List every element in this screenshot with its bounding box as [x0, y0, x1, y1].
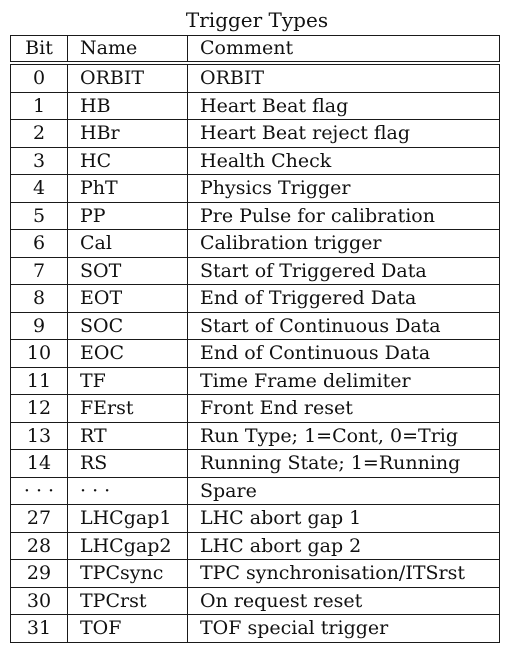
name-cell: HBr	[68, 120, 188, 148]
bit-cell: 29	[11, 560, 68, 588]
trigger-types-header	[10, 35, 500, 62]
name-cell: PhT	[68, 175, 188, 203]
name-cell: TOF	[68, 615, 188, 643]
comment-cell: End of Continuous Data	[188, 340, 500, 368]
name-cell: EOC	[68, 340, 188, 368]
table-row	[11, 395, 500, 423]
table-row	[11, 230, 500, 258]
comment-cell: Spare	[188, 477, 500, 505]
header-row	[11, 36, 500, 62]
comment-cell: Heart Beat reject flag	[188, 120, 500, 148]
bit-cell: 1	[11, 92, 68, 120]
table-row	[11, 477, 500, 505]
table-row	[11, 175, 500, 203]
table-row	[11, 560, 500, 588]
name-cell: EOT	[68, 285, 188, 313]
bit-cell: · · ·	[11, 477, 68, 505]
table-row	[11, 257, 500, 285]
comment-cell: ORBIT	[188, 65, 500, 93]
comment-cell: TPC synchronisation/ITSrst	[188, 560, 500, 588]
name-cell: FErst	[68, 395, 188, 423]
table-row	[11, 202, 500, 230]
name-cell: ORBIT	[68, 65, 188, 93]
name-cell: · · ·	[68, 477, 188, 505]
name-cell: HC	[68, 147, 188, 175]
table-row	[11, 615, 500, 643]
name-cell: LHCgap1	[68, 505, 188, 533]
comment-cell: Run Type; 1=Cont, 0=Trig	[188, 422, 500, 450]
header-bit: Bit	[11, 36, 68, 62]
name-cell: RT	[68, 422, 188, 450]
comment-cell: Pre Pulse for calibration	[188, 202, 500, 230]
bit-cell: 6	[11, 230, 68, 258]
comment-cell: Front End reset	[188, 395, 500, 423]
table-row	[11, 92, 500, 120]
bit-cell: 4	[11, 175, 68, 203]
bit-cell: 13	[11, 422, 68, 450]
table-row	[11, 505, 500, 533]
table-row	[11, 532, 500, 560]
bit-cell: 2	[11, 120, 68, 148]
bit-cell: 7	[11, 257, 68, 285]
bit-cell: 8	[11, 285, 68, 313]
bit-cell: 0	[11, 65, 68, 93]
table-row	[11, 340, 500, 368]
name-cell: RS	[68, 450, 188, 478]
table-row	[11, 65, 500, 93]
table-row	[11, 285, 500, 313]
bit-cell: 5	[11, 202, 68, 230]
trigger-types-table	[10, 64, 500, 643]
comment-cell: Start of Triggered Data	[188, 257, 500, 285]
comment-cell: LHC abort gap 2	[188, 532, 500, 560]
name-cell: TF	[68, 367, 188, 395]
comment-cell: End of Triggered Data	[188, 285, 500, 313]
comment-cell: Heart Beat flag	[188, 92, 500, 120]
bit-cell: 3	[11, 147, 68, 175]
name-cell: SOT	[68, 257, 188, 285]
table-row	[11, 120, 500, 148]
bit-cell: 28	[11, 532, 68, 560]
name-cell: TPCsync	[68, 560, 188, 588]
comment-cell: Physics Trigger	[188, 175, 500, 203]
bit-cell: 11	[11, 367, 68, 395]
table-title: Trigger Types	[185, 8, 329, 32]
comment-cell: Start of Continuous Data	[188, 312, 500, 340]
table-row	[11, 450, 500, 478]
header-name: Name	[68, 36, 188, 62]
comment-cell: On request reset	[188, 587, 500, 615]
bit-cell: 9	[11, 312, 68, 340]
comment-cell: Time Frame delimiter	[188, 367, 500, 395]
header-comment: Comment	[188, 36, 500, 62]
comment-cell: Running State; 1=Running	[188, 450, 500, 478]
comment-cell: Health Check	[188, 147, 500, 175]
name-cell: LHCgap2	[68, 532, 188, 560]
bit-cell: 27	[11, 505, 68, 533]
name-cell: HB	[68, 92, 188, 120]
comment-cell: LHC abort gap 1	[188, 505, 500, 533]
name-cell: SOC	[68, 312, 188, 340]
table-row	[11, 367, 500, 395]
name-cell: Cal	[68, 230, 188, 258]
table-row	[11, 147, 500, 175]
name-cell: PP	[68, 202, 188, 230]
comment-cell: Calibration trigger	[188, 230, 500, 258]
bit-cell: 10	[11, 340, 68, 368]
bit-cell: 30	[11, 587, 68, 615]
bit-cell: 31	[11, 615, 68, 643]
name-cell: TPCrst	[68, 587, 188, 615]
table-row	[11, 312, 500, 340]
bit-cell: 12	[11, 395, 68, 423]
table-row	[11, 587, 500, 615]
bit-cell: 14	[11, 450, 68, 478]
table-row	[11, 422, 500, 450]
comment-cell: TOF special trigger	[188, 615, 500, 643]
